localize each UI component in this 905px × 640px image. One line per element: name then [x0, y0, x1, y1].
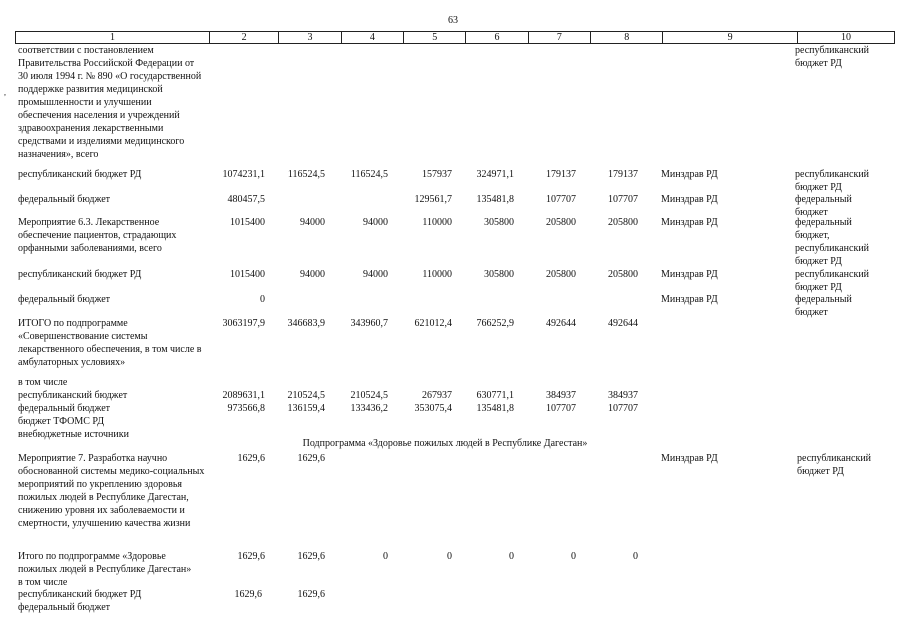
breakdown-value: 384937 — [608, 390, 638, 401]
row-value: 621012,4 — [414, 318, 452, 329]
row-value: 157937 — [422, 169, 452, 180]
breakdown-value: 107707 — [546, 403, 576, 414]
column-header: 1 — [16, 32, 210, 43]
row-value: 480457,5 — [227, 194, 265, 205]
column-header: 9 — [663, 32, 798, 43]
row-source: федеральный бюджет — [795, 194, 852, 218]
row-value: 94000 — [300, 217, 325, 228]
continuation-text: соответствии с постановлением Правительства Российской Федерации от 30 июля 1994 г. № 890 «О государственной поддержке развития медицинской промышленности и улучшении обеспечения населения и учреждений здравоохранения лекарственными средствами и изделиями медицинского назначения», всего — [18, 45, 202, 160]
row-value: 94000 — [300, 269, 325, 280]
row-value: 135481,8 — [476, 194, 514, 205]
breakdown-value: 384937 — [546, 390, 576, 401]
row-label: республиканский бюджет РД — [18, 169, 142, 180]
subprogram-title: Подпрограмма «Здоровье пожилых людей в Республике Дагестан» — [302, 438, 588, 449]
row-label: Мероприятие 6.3. Лекарственное обеспечение пациентов, страдающих орфанными заболеваниями, всего — [18, 217, 177, 254]
row-label: ИТОГО по подпрограмме «Совершенствование системы лекарственного обеспечения, в том числе в амбулаторных условиях» — [18, 318, 202, 368]
column-header: 6 — [466, 32, 528, 43]
row-label: федеральный бюджет — [18, 194, 111, 205]
row-value: 116524,5 — [350, 169, 388, 180]
row-value: 110000 — [422, 269, 452, 280]
measure7-executor: Минздрав РД — [661, 453, 718, 464]
row-value: 1015400 — [230, 217, 265, 228]
row-executor: Минздрав РД — [661, 269, 718, 280]
total-value: 1629,6 — [237, 551, 265, 562]
breakdown-value: 630771,1 — [476, 390, 514, 401]
breakdown-value: 135481,8 — [476, 403, 514, 414]
row-executor: Минздрав РД — [661, 194, 718, 205]
row-source: федеральный бюджет, республиканский бюджет РД — [795, 217, 870, 267]
column-header-row — [15, 31, 895, 44]
row-value: 3063197,9 — [222, 318, 265, 329]
row-value: 116524,5 — [287, 169, 325, 180]
row-executor: Минздрав РД — [661, 169, 718, 180]
total-value: 0 — [509, 551, 514, 562]
row-value: 305800 — [484, 269, 514, 280]
row-value: 107707 — [608, 194, 638, 205]
row-value: 324971,1 — [476, 169, 514, 180]
breakdown-value: 267937 — [422, 390, 452, 401]
row-value: 343960,7 — [350, 318, 388, 329]
total-value: 0 — [571, 551, 576, 562]
column-header: 3 — [279, 32, 341, 43]
measure7-value: 1629,6 — [237, 453, 265, 464]
row-value: 346683,9 — [287, 318, 325, 329]
row-value: 205800 — [608, 269, 638, 280]
total-value: 0 — [383, 551, 388, 562]
row-value: 1015400 — [230, 269, 265, 280]
final-rows-labels: республиканский бюджет РД федеральный бюджет — [18, 589, 142, 613]
total-value: 1629,6 — [297, 551, 325, 562]
row-source: республиканский бюджет РД — [795, 269, 870, 293]
breakdown-value: 133436,2 — [350, 403, 388, 414]
total-value: 0 — [633, 551, 638, 562]
row-value: 179137 — [546, 169, 576, 180]
row-value: 766252,9 — [476, 318, 514, 329]
row-value: 179137 — [608, 169, 638, 180]
column-header: 2 — [210, 32, 279, 43]
scan-mark: , — [4, 88, 6, 97]
row-executor: Минздрав РД — [661, 217, 718, 228]
row-value: 205800 — [608, 217, 638, 228]
final-value: 1629,6 — [297, 589, 325, 600]
column-header: 10 — [840, 32, 851, 43]
breakdown-value: 136159,4 — [287, 403, 325, 414]
column-header: 8 — [591, 32, 663, 43]
row-source: федеральный бюджет — [795, 294, 852, 318]
row-executor: Минздрав РД — [661, 294, 718, 305]
row-value: 492644 — [546, 318, 576, 329]
breakdown-value: 210524,5 — [350, 390, 388, 401]
row-source: республиканский бюджет РД — [795, 169, 870, 193]
column-header: 5 — [404, 32, 466, 43]
row-value: 205800 — [546, 269, 576, 280]
continuation-source: республиканский бюджет РД — [795, 45, 870, 69]
measure7-value: 1629,6 — [297, 453, 325, 464]
row-value: 205800 — [546, 217, 576, 228]
breakdown-value: 107707 — [608, 403, 638, 414]
page-number: 63 — [448, 15, 458, 26]
row-value: 107707 — [546, 194, 576, 205]
row-value: 0 — [260, 294, 265, 305]
row-value: 129561,7 — [414, 194, 452, 205]
measure7-source: республиканский бюджет РД — [797, 453, 872, 477]
column-header: 7 — [529, 32, 591, 43]
row-value: 492644 — [608, 318, 638, 329]
subprogram-total-label: Итого по подпрограмме «Здоровье пожилых людей в Республике Дагестан» в том числе — [18, 551, 192, 588]
breakdown-value: 353075,4 — [414, 403, 452, 414]
row-value: 94000 — [363, 217, 388, 228]
row-value: 110000 — [422, 217, 452, 228]
column-header: 4 — [342, 32, 404, 43]
row-value: 305800 — [484, 217, 514, 228]
breakdown-value: 210524,5 — [287, 390, 325, 401]
final-value: 1629,6 — [234, 589, 262, 600]
row-value: 1074231,1 — [222, 169, 265, 180]
total-value: 0 — [447, 551, 452, 562]
measure7-label: Мероприятие 7. Разработка научно обоснованной системы медико-социальных мероприятий по укреплению здоровья пожилых людей в Республике Дагестан, снижению уровня их заболеваемости и смертности, улучшению качества жизни — [18, 453, 205, 529]
breakdown-value: 2089631,1 — [222, 390, 265, 401]
breakdown-value: 973566,8 — [227, 403, 265, 414]
row-label: республиканский бюджет РД — [18, 269, 142, 280]
row-label: федеральный бюджет — [18, 294, 111, 305]
breakdown-labels: в том числе республиканский бюджет федеральный бюджет бюджет ТФОМС РД внебюджетные источники — [18, 377, 129, 440]
row-value: 94000 — [363, 269, 388, 280]
